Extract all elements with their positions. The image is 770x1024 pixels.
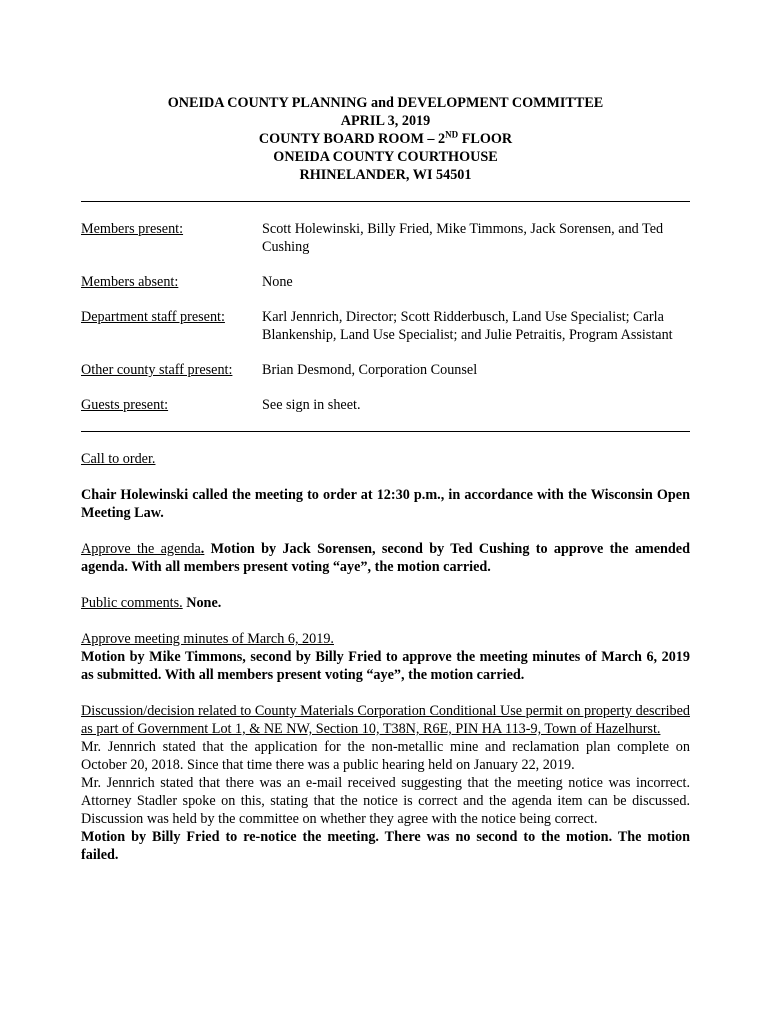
- members-absent-value: None: [262, 274, 293, 290]
- approve-agenda-paragraph: [81, 540, 690, 576]
- meeting-date: APRIL 3, 2019: [340, 113, 431, 129]
- approve-agenda-motion: Motion by Jack Sorensen, second by Ted Cushing to approve the amended agenda. With all members present voting “aye”, the motion carried.: [81, 541, 690, 575]
- meeting-room-floor: FLOOR: [458, 131, 513, 147]
- members-absent-row: [81, 273, 690, 291]
- public-comments-heading: Public comments.: [81, 595, 183, 611]
- approve-agenda-period: .: [200, 541, 205, 557]
- discussion-heading: Discussion/decision related to County Materials Corporation Conditional Use permit on property described as part of Government Lot 1, & NE NW, Section 10, T38N, R6E, PIN HA 113-9, Town of Hazelhurst.: [81, 703, 690, 737]
- staff-present-label: Department staff present:: [81, 309, 225, 325]
- members-present-label: Members present:: [81, 221, 184, 237]
- meeting-city: RHINELANDER, WI 54501: [299, 167, 472, 183]
- guests-row: [81, 396, 690, 414]
- meeting-room-text: COUNTY BOARD ROOM – 2: [258, 131, 446, 147]
- document-page: [81, 94, 690, 864]
- public-comments-paragraph: [81, 594, 690, 612]
- discussion-motion: Motion by Billy Fried to re-notice the meeting. There was no second to the motion. The motion failed.: [81, 829, 690, 863]
- chair-called-text: Chair Holewinski called the meeting to order at 12:30 p.m., in accordance with the Wisconsin Open Meeting Law.: [81, 487, 690, 521]
- staff-present-row: [81, 308, 690, 344]
- other-staff-value: Brian Desmond, Corporation Counsel: [262, 362, 478, 378]
- discussion-paragraph-1: Mr. Jennrich stated that the application for the non-metallic mine and reclamation plan complete on October 20, 2018. Since that time there was a public hearing held on January 22, 2019.: [81, 739, 690, 773]
- other-staff-row: [81, 361, 690, 379]
- bottom-divider: [81, 431, 690, 432]
- discussion-section: [81, 702, 690, 864]
- minutes-motion: Motion by Mike Timmons, second by Billy Fried to approve the meeting minutes of March 6, 2019 as submitted. With all members present voting “aye”, the motion carried.: [81, 649, 690, 683]
- meeting-building: ONEIDA COUNTY COURTHOUSE: [273, 149, 498, 165]
- guests-value: See sign in sheet.: [262, 397, 361, 413]
- approve-agenda-section: [81, 540, 690, 576]
- chair-called-section: [81, 486, 690, 522]
- minutes-heading: Approve meeting minutes of March 6, 2019.: [81, 631, 334, 647]
- members-absent-label: Members absent:: [81, 274, 179, 290]
- meeting-room-ordinal: ND: [445, 129, 459, 140]
- approve-agenda-heading: Approve the agenda: [81, 541, 201, 557]
- document-heading: [81, 94, 690, 184]
- call-to-order-section: [81, 450, 690, 468]
- members-present-row: [81, 220, 690, 256]
- top-divider: [81, 201, 690, 202]
- meeting-room: [81, 130, 690, 148]
- attendance-section: [81, 220, 690, 414]
- discussion-paragraph-2: Mr. Jennrich stated that there was an e-mail received suggesting that the meeting notice was incorrect. Attorney Stadler spoke on this, stating that the notice is correct and the agenda item can be discussed. Discussion was held by the committee on whether they agree with the notice being correct.: [81, 775, 690, 827]
- other-staff-label: Other county staff present:: [81, 362, 233, 378]
- guests-label: Guests present:: [81, 397, 169, 413]
- public-comments-section: [81, 594, 690, 612]
- public-comments-value: None.: [182, 595, 222, 611]
- minutes-section: [81, 630, 690, 684]
- committee-title: ONEIDA COUNTY PLANNING and DEVELOPMENT COMMITTEE: [167, 95, 604, 111]
- members-present-value: Scott Holewinski, Billy Fried, Mike Timmons, Jack Sorensen, and Ted Cushing: [262, 221, 664, 255]
- staff-present-value: Karl Jennrich, Director; Scott Ridderbusch, Land Use Specialist; Carla Blankenship, Land Use Specialist; and Julie Petraitis, Program Assistant: [262, 309, 673, 343]
- call-to-order-heading: Call to order.: [81, 451, 156, 467]
